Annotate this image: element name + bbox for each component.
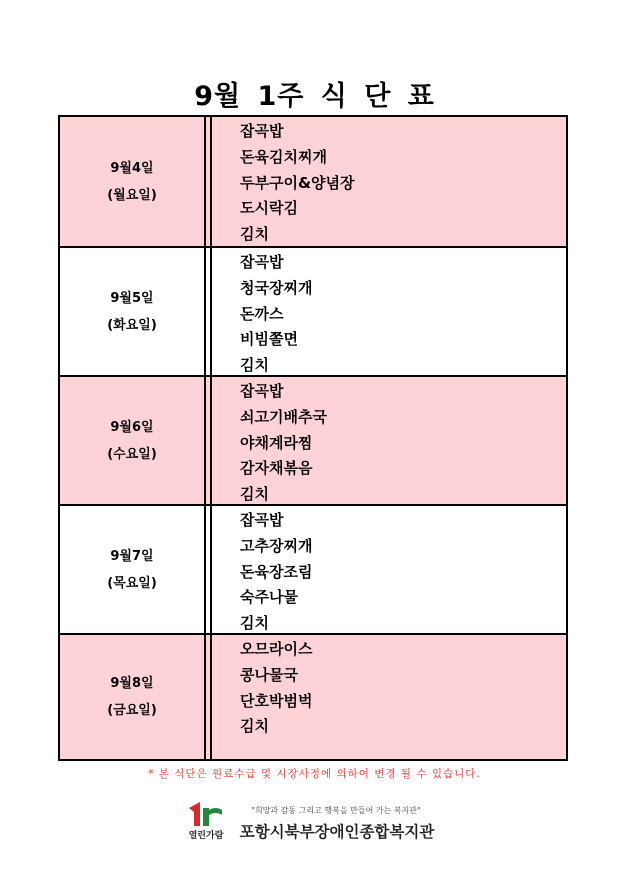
dish-item: 잡곡밥 xyxy=(240,511,284,529)
date-cell xyxy=(60,377,204,504)
date-label: 9월5일 xyxy=(110,290,154,306)
date-cell xyxy=(60,635,204,759)
dish-item: 도시락김 xyxy=(240,199,298,218)
column-divider-left xyxy=(204,117,206,759)
dish-item: 돈육김치찌개 xyxy=(240,147,327,166)
dish-item: 청국장찌개 xyxy=(240,278,313,297)
day-row-thursday xyxy=(60,504,566,633)
dish-item: 비빔쫄면 xyxy=(240,330,298,349)
dish-item: 두부구이&양념장 xyxy=(240,173,355,192)
dish-item: 감자채볶음 xyxy=(240,459,313,478)
date-cell xyxy=(60,117,204,246)
dish-list xyxy=(240,379,327,508)
dish-item: 오므라이스 xyxy=(240,640,313,658)
weekday-label: (월요일) xyxy=(107,187,157,203)
dish-item: 잡곡밥 xyxy=(240,122,284,140)
dish-list xyxy=(240,119,355,248)
dish-list xyxy=(240,508,312,637)
org-name: 포항시북부장애인종합복지관 xyxy=(239,823,435,841)
dish-item: 잡곡밥 xyxy=(240,382,284,400)
dish-list xyxy=(240,637,312,740)
day-row-monday xyxy=(60,117,566,246)
weekday-label: (수요일) xyxy=(107,446,157,462)
dish-item: 야채계라찜 xyxy=(240,433,313,452)
dish-list xyxy=(240,250,312,379)
page-title: 9월 1주 식 단 표 xyxy=(194,81,435,112)
date-cell xyxy=(60,248,204,375)
dish-item: 김치 xyxy=(240,614,269,633)
weekday-label: (금요일) xyxy=(107,703,157,718)
dish-item: 돈까스 xyxy=(240,304,284,323)
date-label: 9월6일 xyxy=(110,419,154,435)
logo-caption: 열린가람 xyxy=(188,831,224,841)
dish-item: 김치 xyxy=(240,225,269,244)
dish-item: 단호박범벅 xyxy=(240,691,313,710)
weekday-label: (화요일) xyxy=(107,317,157,333)
dish-item: 김치 xyxy=(240,717,269,736)
date-label: 9월4일 xyxy=(110,160,154,176)
day-row-wednesday xyxy=(60,375,566,504)
dish-item: 고추장찌개 xyxy=(240,536,313,555)
dish-item: 김치 xyxy=(240,485,269,504)
dish-item: 김치 xyxy=(240,356,269,375)
weekday-label: (목요일) xyxy=(107,575,157,591)
dish-item: 콩나물국 xyxy=(240,665,298,684)
dish-item: 돈육장조림 xyxy=(240,562,313,581)
dish-item: 잡곡밥 xyxy=(240,253,284,271)
day-row-tuesday xyxy=(60,246,566,375)
date-label: 9월7일 xyxy=(110,548,154,564)
day-row-friday xyxy=(60,633,566,759)
column-divider-right xyxy=(210,117,212,759)
date-label: 9월8일 xyxy=(110,676,154,691)
org-slogan: "희망과 감동 그리고 행복을 만들어 가는 복지관" xyxy=(251,806,421,815)
dish-item: 숙주나물 xyxy=(240,588,298,607)
dish-item: 쇠고기배추국 xyxy=(240,407,327,426)
change-notice: * 본 식단은 원료수급 및 시장사정에 의하여 변경 될 수 있습니다. xyxy=(148,768,481,780)
date-cell xyxy=(60,506,204,633)
menu-table xyxy=(58,115,568,761)
